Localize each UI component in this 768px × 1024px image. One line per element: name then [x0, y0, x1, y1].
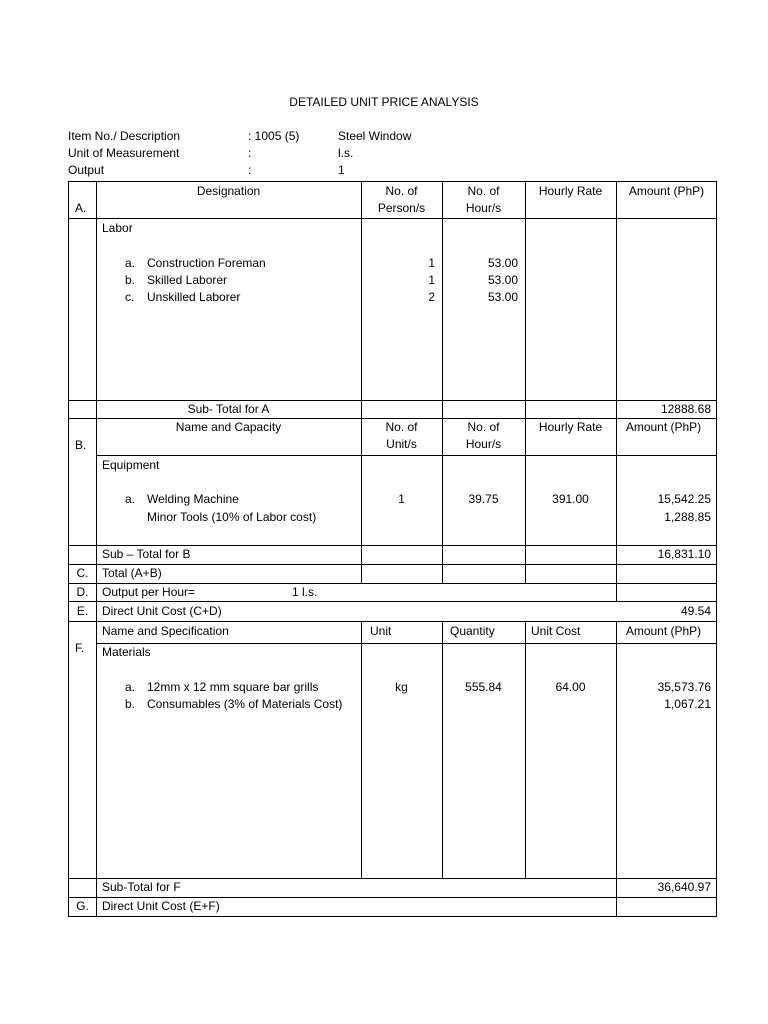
- col-divider: [96, 182, 97, 917]
- section-a-letter: A.: [75, 201, 87, 215]
- equipment-heading: Equipment: [102, 458, 160, 472]
- col-unit-cost: Unit Cost: [531, 624, 581, 638]
- materials-item-unit: kg: [395, 680, 408, 694]
- subtotal-a-label: Sub- Total for A: [187, 402, 270, 416]
- labor-item-hours: 53.00: [487, 273, 518, 287]
- row-e-letter: E.: [76, 604, 89, 618]
- col-persons-line2: Person/s: [377, 201, 426, 215]
- materials-item-letter: b.: [125, 697, 136, 711]
- materials-heading: Materials: [102, 645, 151, 659]
- col-divider: [361, 621, 362, 878]
- row-g-letter: G.: [76, 899, 89, 913]
- labor-item-hours: 53.00: [487, 290, 518, 304]
- output-value: 1: [338, 163, 345, 177]
- col-amount: Amount (PhP): [625, 624, 702, 638]
- subtotal-b-value: 16,831.10: [657, 547, 711, 561]
- col-name-capacity: Name and Capacity: [175, 420, 282, 434]
- labor-item-letter: c.: [125, 290, 135, 304]
- labor-item-qty: 2: [428, 290, 435, 304]
- labor-item-hours: 53.00: [487, 256, 518, 270]
- equipment-item-name: Welding Machine: [147, 492, 239, 506]
- labor-item-letter: a.: [125, 256, 136, 270]
- row-d-value: 1 l.s.: [292, 585, 318, 599]
- row-d-label: Output per Hour=: [102, 585, 196, 599]
- materials-item-qty: 555.84: [465, 680, 502, 694]
- col-hourly-rate: Hourly Rate: [538, 184, 603, 198]
- row-e-label: Direct Unit Cost (C+D): [102, 604, 222, 618]
- row-c-label: Total (A+B): [102, 566, 162, 580]
- labor-item-qty: 1: [428, 273, 435, 287]
- output-colon: :: [248, 163, 252, 177]
- labor-item-qty: 1: [428, 256, 435, 270]
- col-hours-line2: Hour/s: [465, 437, 502, 451]
- row-divider: [96, 643, 716, 644]
- col-hours-line1: No. of: [467, 420, 500, 434]
- uom-colon: :: [248, 146, 252, 160]
- labor-item-letter: b.: [125, 273, 136, 287]
- row-divider: [96, 455, 716, 456]
- equipment-item-letter: a.: [125, 492, 136, 506]
- subtotal-b-label: Sub – Total for B: [102, 547, 191, 561]
- uom-label: Unit of Measurement: [68, 146, 180, 160]
- col-hourly-rate: Hourly Rate: [538, 420, 603, 434]
- col-divider: [442, 621, 443, 878]
- subtotal-a-value: 12888.68: [660, 402, 711, 416]
- section-f-letter: F.: [75, 641, 85, 655]
- col-amount: Amount (PhP): [625, 420, 702, 434]
- materials-item-amount: 1,067.21: [664, 697, 711, 711]
- section-b-letter: B.: [75, 438, 87, 452]
- col-divider: [361, 182, 362, 583]
- row-c-letter: C.: [76, 566, 89, 580]
- col-divider: [616, 621, 617, 917]
- document-title: DETAILED UNIT PRICE ANALYSIS: [289, 95, 479, 109]
- materials-item-name: 12mm x 12 mm square bar grills: [147, 680, 319, 694]
- equipment-item-amount: 15,542.25: [657, 492, 711, 506]
- labor-item-name: Unskilled Laborer: [147, 290, 241, 304]
- output-label: Output: [68, 163, 105, 177]
- col-designation: Designation: [196, 184, 261, 198]
- row-divider: [69, 564, 716, 565]
- row-divider: [69, 621, 716, 622]
- price-analysis-table: [68, 181, 717, 917]
- item-label: Item No./ Description: [68, 129, 181, 143]
- materials-item-amount: 35,573.76: [657, 680, 711, 694]
- col-divider: [616, 182, 617, 601]
- col-units-line1: No. of: [385, 420, 418, 434]
- materials-item-name: Consumables (3% of Materials Cost): [147, 697, 343, 711]
- col-divider: [525, 182, 526, 583]
- col-hours-line1: No. of: [467, 184, 500, 198]
- row-d-letter: D.: [76, 585, 89, 599]
- row-e-value: 49.54: [680, 604, 711, 618]
- col-persons-line1: No. of: [385, 184, 418, 198]
- minor-tools-name: Minor Tools (10% of Labor cost): [147, 510, 317, 524]
- labor-item-name: Skilled Laborer: [147, 273, 228, 287]
- materials-item-cost: 64.00: [555, 680, 586, 694]
- col-hours-line2: Hour/s: [465, 201, 502, 215]
- uom-value: l.s.: [338, 146, 354, 160]
- item-number: : 1005 (5): [248, 129, 300, 143]
- labor-item-name: Construction Foreman: [147, 256, 266, 270]
- col-units-line2: Unit/s: [386, 437, 417, 451]
- col-name-spec: Name and Specification: [102, 624, 229, 638]
- item-description: Steel Window: [338, 129, 412, 143]
- col-unit: Unit: [370, 624, 392, 638]
- col-quantity: Quantity: [450, 624, 495, 638]
- col-divider: [525, 621, 526, 878]
- col-divider: [442, 182, 443, 583]
- equipment-item-units: 1: [398, 492, 405, 506]
- col-amount: Amount (PhP): [628, 184, 705, 198]
- subtotal-f-value: 36,640.97: [657, 880, 711, 894]
- materials-item-letter: a.: [125, 680, 136, 694]
- row-divider: [69, 218, 716, 219]
- row-g-label: Direct Unit Cost (E+F): [102, 899, 220, 913]
- labor-heading: Labor: [102, 221, 133, 235]
- equipment-item-rate: 391.00: [552, 492, 589, 506]
- subtotal-f-label: Sub-Total for F: [102, 880, 181, 894]
- minor-tools-amount: 1,288.85: [664, 510, 711, 524]
- row-divider: [69, 601, 716, 602]
- equipment-item-hours: 39.75: [468, 492, 499, 506]
